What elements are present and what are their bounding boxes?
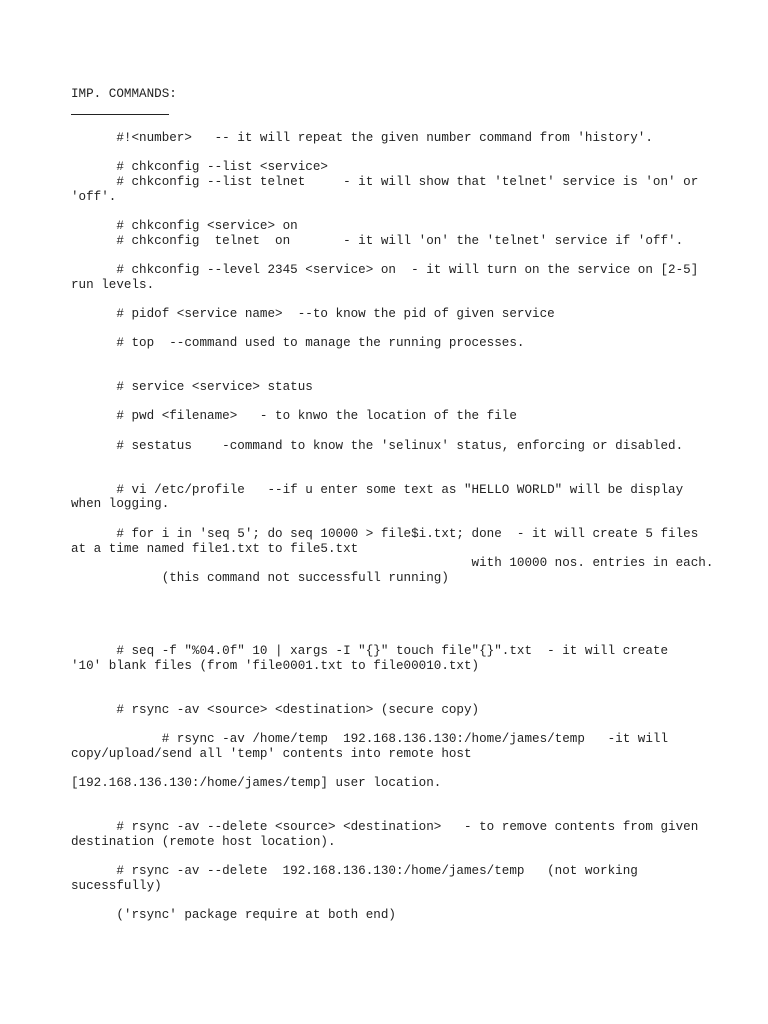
page-title: IMP. COMMANDS: [71,87,177,101]
command-line-service-status: # service <service> status [71,380,313,394]
command-line-seq-xargs-wrap: '10' blank files (from 'file0001.txt to file00010.txt) [71,659,480,673]
command-line-for-loop-wrap: at a time named file1.txt to file5.txt [71,542,359,556]
command-line-for-loop-entries: with 10000 nos. entries in each. [71,556,714,570]
command-line-chkconfig-on-telnet: # chkconfig telnet on - it will 'on' the 'telnet' service if 'off'. [71,234,684,248]
command-line-chkconfig-list: # chkconfig --list <service> [71,160,328,174]
command-line-pwd: # pwd <filename> - to knwo the location of the file [71,409,517,423]
command-line-rsync-example-wrap: copy/upload/send all 'temp' contents into remote host [71,747,472,761]
command-line-for-loop: # for i in 'seq 5'; do seq 10000 > file$i.txt; done - it will create 5 files [71,527,699,541]
command-line-vi-profile-wrap: when logging. [71,497,170,511]
command-line-rsync-delete: # rsync -av --delete <source> <destination> - to remove contents from given [71,820,699,834]
command-line-chkconfig-level-wrap: run levels. [71,278,155,292]
command-line-rsync-example: # rsync -av /home/temp 192.168.136.130:/home/james/temp -it will [71,732,669,746]
title-underline [71,114,169,115]
command-line-sestatus: # sestatus -command to know the 'selinux' status, enforcing or disabled. [71,439,684,453]
command-line-chkconfig-list-telnet-wrap: 'off'. [71,190,117,204]
command-line-vi-profile: # vi /etc/profile --if u enter some text as "HELLO WORLD" will be display [71,483,684,497]
command-line-rsync-delete-wrap: destination (remote host location). [71,835,336,849]
command-line-chkconfig-list-telnet: # chkconfig --list telnet - it will show that 'telnet' service is 'on' or [71,175,699,189]
command-line-seq-xargs: # seq -f "%04.0f" 10 | xargs -I "{}" touch file"{}".txt - it will create [71,644,669,658]
command-line-pidof: # pidof <service name> --to know the pid of given service [71,307,555,321]
command-line-rsync: # rsync -av <source> <destination> (secure copy) [71,703,480,717]
command-line-history-repeat: #!<number> -- it will repeat the given number command from 'history'. [71,131,653,145]
command-line-rsync-delete-example-wrap: sucessfully) [71,879,162,893]
command-line-rsync-delete-example: # rsync -av --delete 192.168.136.130:/home/james/temp (not working [71,864,638,878]
command-line-chkconfig-level: # chkconfig --level 2345 <service> on - it will turn on the service on [2-5] [71,263,699,277]
command-line-chkconfig-on: # chkconfig <service> on [71,219,298,233]
command-line-top: # top --command used to manage the running processes. [71,336,525,350]
command-line-rsync-package-note: ('rsync' package require at both end) [71,908,396,922]
command-line-rsync-example-location: [192.168.136.130:/home/james/temp] user location. [71,776,442,790]
command-line-for-loop-note: (this command not successfull running) [71,571,449,585]
